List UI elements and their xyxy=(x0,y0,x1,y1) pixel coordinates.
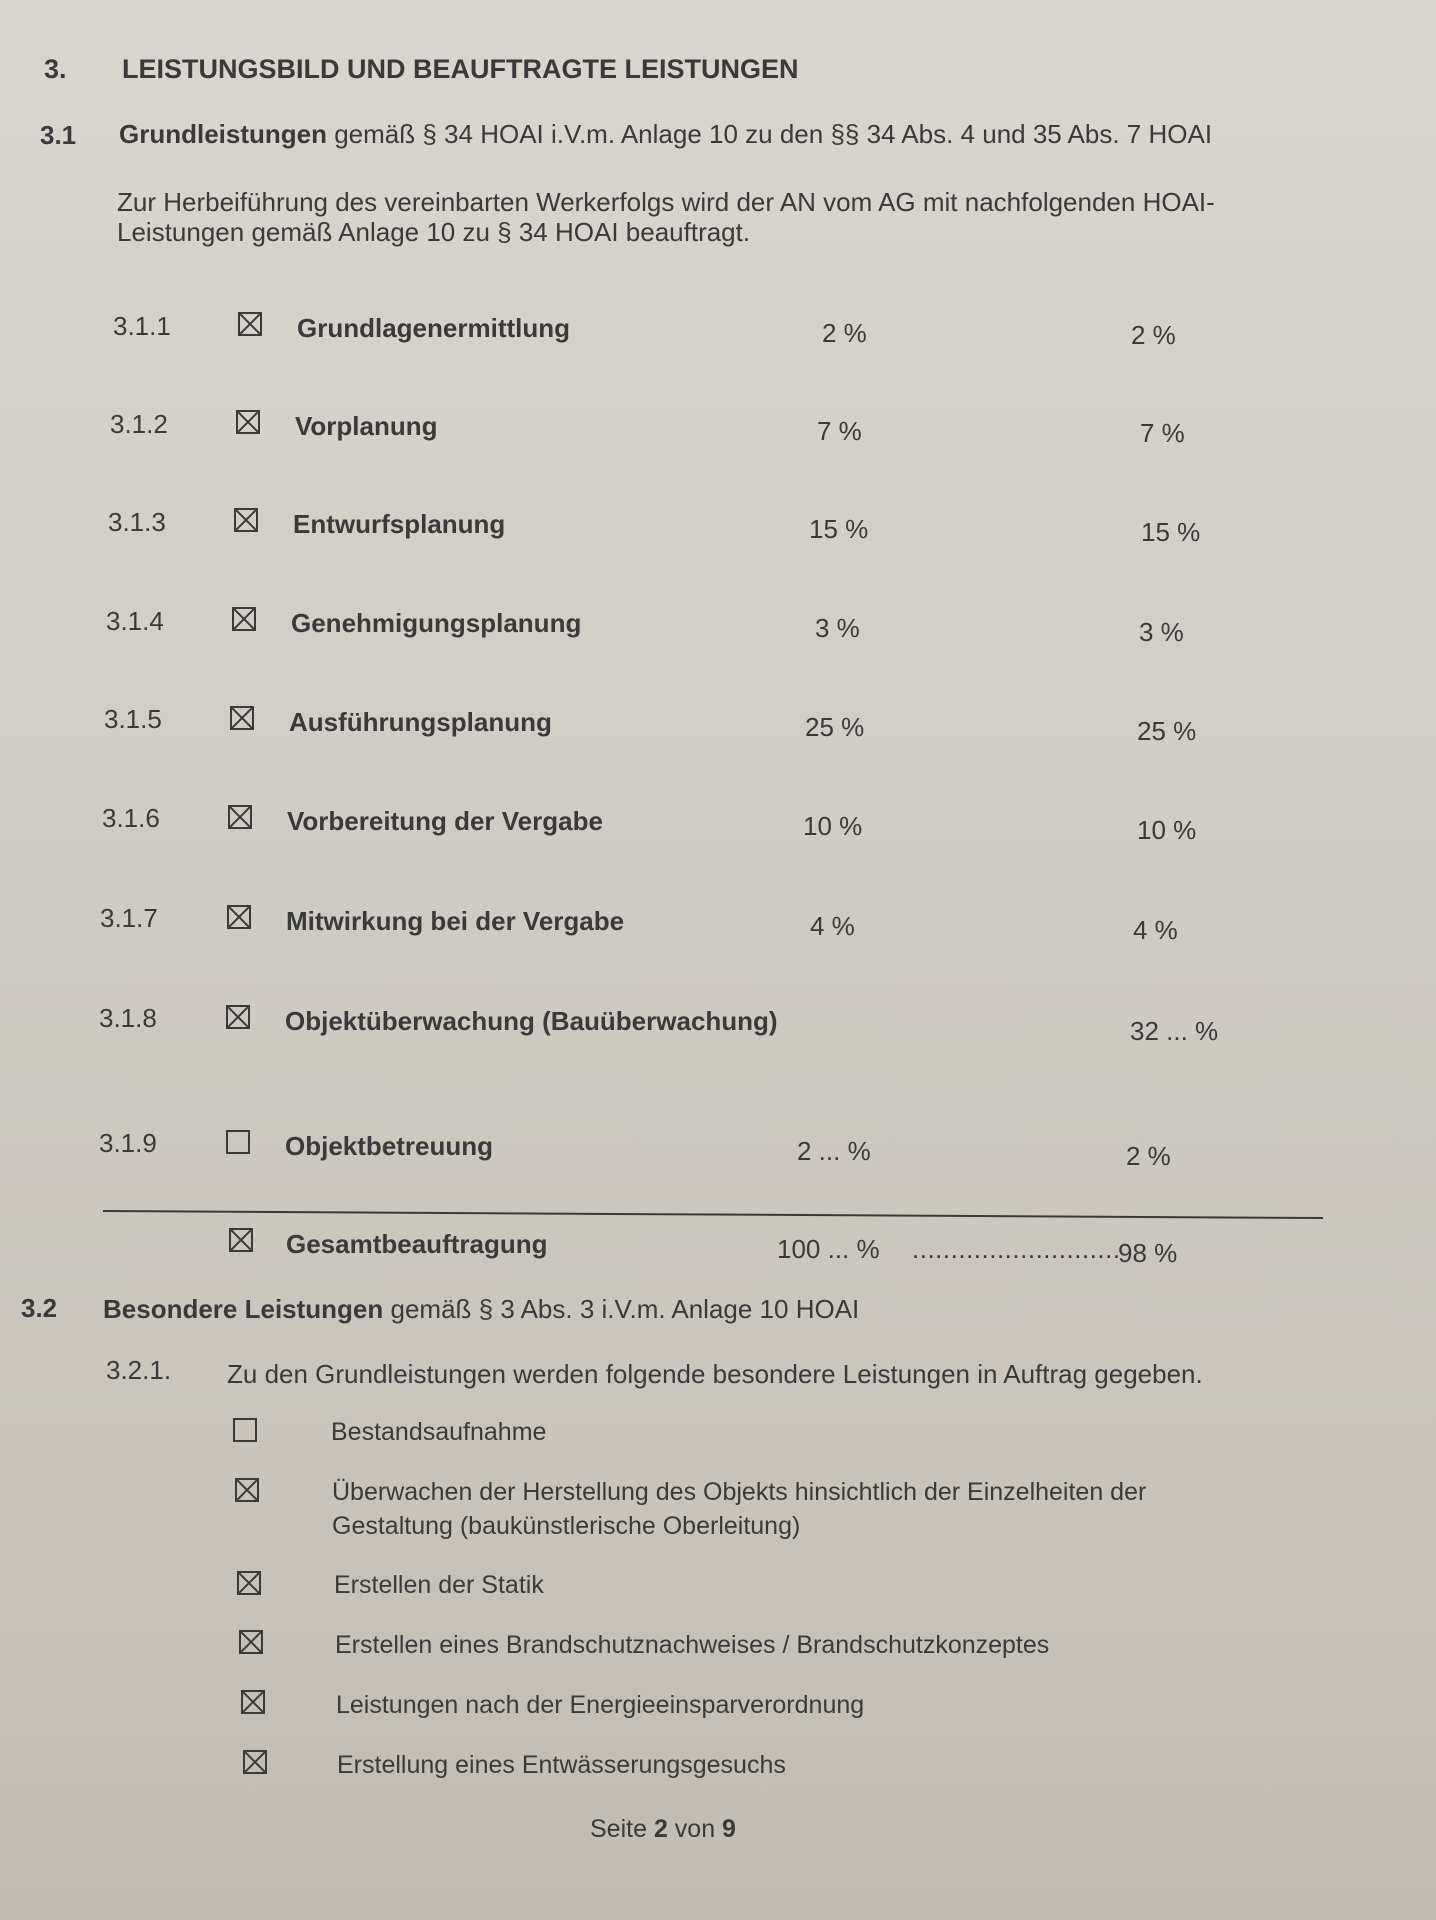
subsection-32-title-bold: Besondere Leistungen xyxy=(103,1294,384,1324)
footer-middle: von xyxy=(667,1815,723,1843)
phase-number: 3.1.6 xyxy=(102,803,160,833)
phase-number: 3.1.7 xyxy=(100,903,158,933)
phase-number: 3.1.3 xyxy=(108,507,166,537)
checkbox-checked[interactable] xyxy=(239,1630,263,1654)
phase-percent-a: 25 % xyxy=(805,712,865,742)
subsection-32-number: 3.2 xyxy=(21,1293,58,1323)
subsection-31-title-rest: gemäß § 34 HOAI i.V.m. Anlage 10 zu den §§ 34 Abs. 4 und 35 Abs. 7 HOAI xyxy=(327,119,1213,149)
checkbox-checked[interactable] xyxy=(236,410,260,434)
phase-percent-a: 2 % xyxy=(822,318,867,348)
phase-percent-a: 3 % xyxy=(815,613,860,643)
total-dots: ........................... xyxy=(912,1234,1121,1264)
service-label: Leistungen nach der Energieeinsparverordnung xyxy=(336,1691,865,1719)
checkbox-checked[interactable] xyxy=(229,1228,253,1252)
phase-percent-b: 3 % xyxy=(1139,617,1184,647)
phase-label: Vorplanung xyxy=(295,411,438,441)
phase-number: 3.1.4 xyxy=(106,606,164,636)
phase-percent-b: 25 % xyxy=(1137,716,1197,746)
phase-number: 3.1.2 xyxy=(110,409,168,439)
checkbox-unchecked[interactable] xyxy=(226,1130,250,1154)
subsection-32-title xyxy=(103,1294,859,1325)
phase-label: Mitwirkung bei der Vergabe xyxy=(286,906,625,936)
service-label-line-2: Gestaltung (baukünstlerische Oberleitung) xyxy=(332,1512,801,1540)
phase-number: 3.1.1 xyxy=(113,311,171,341)
phase-percent-a: 10 % xyxy=(803,811,863,841)
phase-percent-b: 32 ... % xyxy=(1130,1016,1219,1046)
phase-percent-b: 10 % xyxy=(1137,815,1197,845)
phase-percent-b: 2 % xyxy=(1131,320,1176,350)
checkbox-unchecked[interactable] xyxy=(233,1418,257,1442)
phase-percent-b: 4 % xyxy=(1133,915,1178,945)
checkbox-checked[interactable] xyxy=(226,1005,250,1029)
service-label: Erstellen eines Brandschutznachweises / Brandschutzkonzeptes xyxy=(335,1631,1050,1659)
phase-label: Vorbereitung der Vergabe xyxy=(287,806,603,836)
checkbox-checked[interactable] xyxy=(234,508,258,532)
footer-prefix: Seite xyxy=(590,1815,654,1843)
checkbox-checked[interactable] xyxy=(228,805,252,829)
service-label: Erstellung eines Entwässerungsgesuchs xyxy=(337,1751,786,1779)
phase-percent-a: 4 % xyxy=(810,911,855,941)
checkbox-checked[interactable] xyxy=(232,607,256,631)
subsection-321-text: Zu den Grundleistungen werden folgende besondere Leistungen in Auftrag gegeben. xyxy=(227,1359,1203,1389)
service-label: Erstellen der Statik xyxy=(334,1571,544,1599)
phase-percent-a: 15 % xyxy=(809,514,869,544)
total-separator-line xyxy=(103,1210,1323,1219)
checkbox-checked[interactable] xyxy=(238,312,262,336)
phase-label: Objektüberwachung (Bauüberwachung) xyxy=(285,1006,778,1036)
checkbox-checked[interactable] xyxy=(230,706,254,730)
phase-label: Genehmigungsplanung xyxy=(291,608,582,638)
phase-percent-b: 7 % xyxy=(1140,418,1185,448)
subsection-31-title xyxy=(119,119,1212,150)
phase-label: Entwurfsplanung xyxy=(293,509,506,539)
section-title: LEISTUNGSBILD UND BEAUFTRAGTE LEISTUNGEN xyxy=(122,54,799,84)
page-footer xyxy=(590,1815,736,1844)
subsection-32-title-rest: gemäß § 3 Abs. 3 i.V.m. Anlage 10 HOAI xyxy=(383,1294,860,1324)
total-percent-b: 98 % xyxy=(1118,1238,1178,1268)
checkbox-checked[interactable] xyxy=(243,1750,267,1774)
phase-number: 3.1.9 xyxy=(99,1128,157,1158)
footer-page-total: 9 xyxy=(722,1815,736,1843)
phase-label: Objektbetreuung xyxy=(285,1131,494,1161)
total-label: Gesamtbeauftragung xyxy=(286,1229,548,1259)
service-label: Überwachen der Herstellung des Objekts hinsichtlich der Einzelheiten der xyxy=(332,1478,1147,1506)
phase-number: 3.1.5 xyxy=(104,704,162,734)
phase-percent-a: 2 ... % xyxy=(797,1136,871,1166)
phase-label: Ausführungsplanung xyxy=(289,707,552,737)
intro-line-2: Leistungen gemäß Anlage 10 zu § 34 HOAI beauftragt. xyxy=(117,217,751,247)
total-percent-a: 100 ... % xyxy=(777,1234,880,1264)
phase-percent-a: 7 % xyxy=(817,416,862,446)
footer-page-number: 2 xyxy=(653,1815,668,1843)
service-label: Bestandsaufnahme xyxy=(331,1418,547,1446)
subsection-31-title-bold: Grundleistungen xyxy=(119,119,327,149)
checkbox-checked[interactable] xyxy=(237,1571,261,1595)
phase-percent-b: 15 % xyxy=(1141,517,1201,547)
checkbox-checked[interactable] xyxy=(227,905,251,929)
intro-line-1: Zur Herbeiführung des vereinbarten Werkerfolgs wird der AN vom AG mit nachfolgenden HOAI- xyxy=(117,187,1215,217)
section-number: 3. xyxy=(44,54,67,84)
phase-number: 3.1.8 xyxy=(99,1003,157,1033)
checkbox-checked[interactable] xyxy=(241,1690,265,1714)
phase-label: Grundlagenermittlung xyxy=(297,313,570,343)
checkbox-checked[interactable] xyxy=(235,1478,259,1502)
subsection-31-number: 3.1 xyxy=(40,120,77,150)
phase-percent-b: 2 % xyxy=(1126,1141,1171,1171)
subsection-321-number: 3.2.1. xyxy=(106,1355,172,1385)
